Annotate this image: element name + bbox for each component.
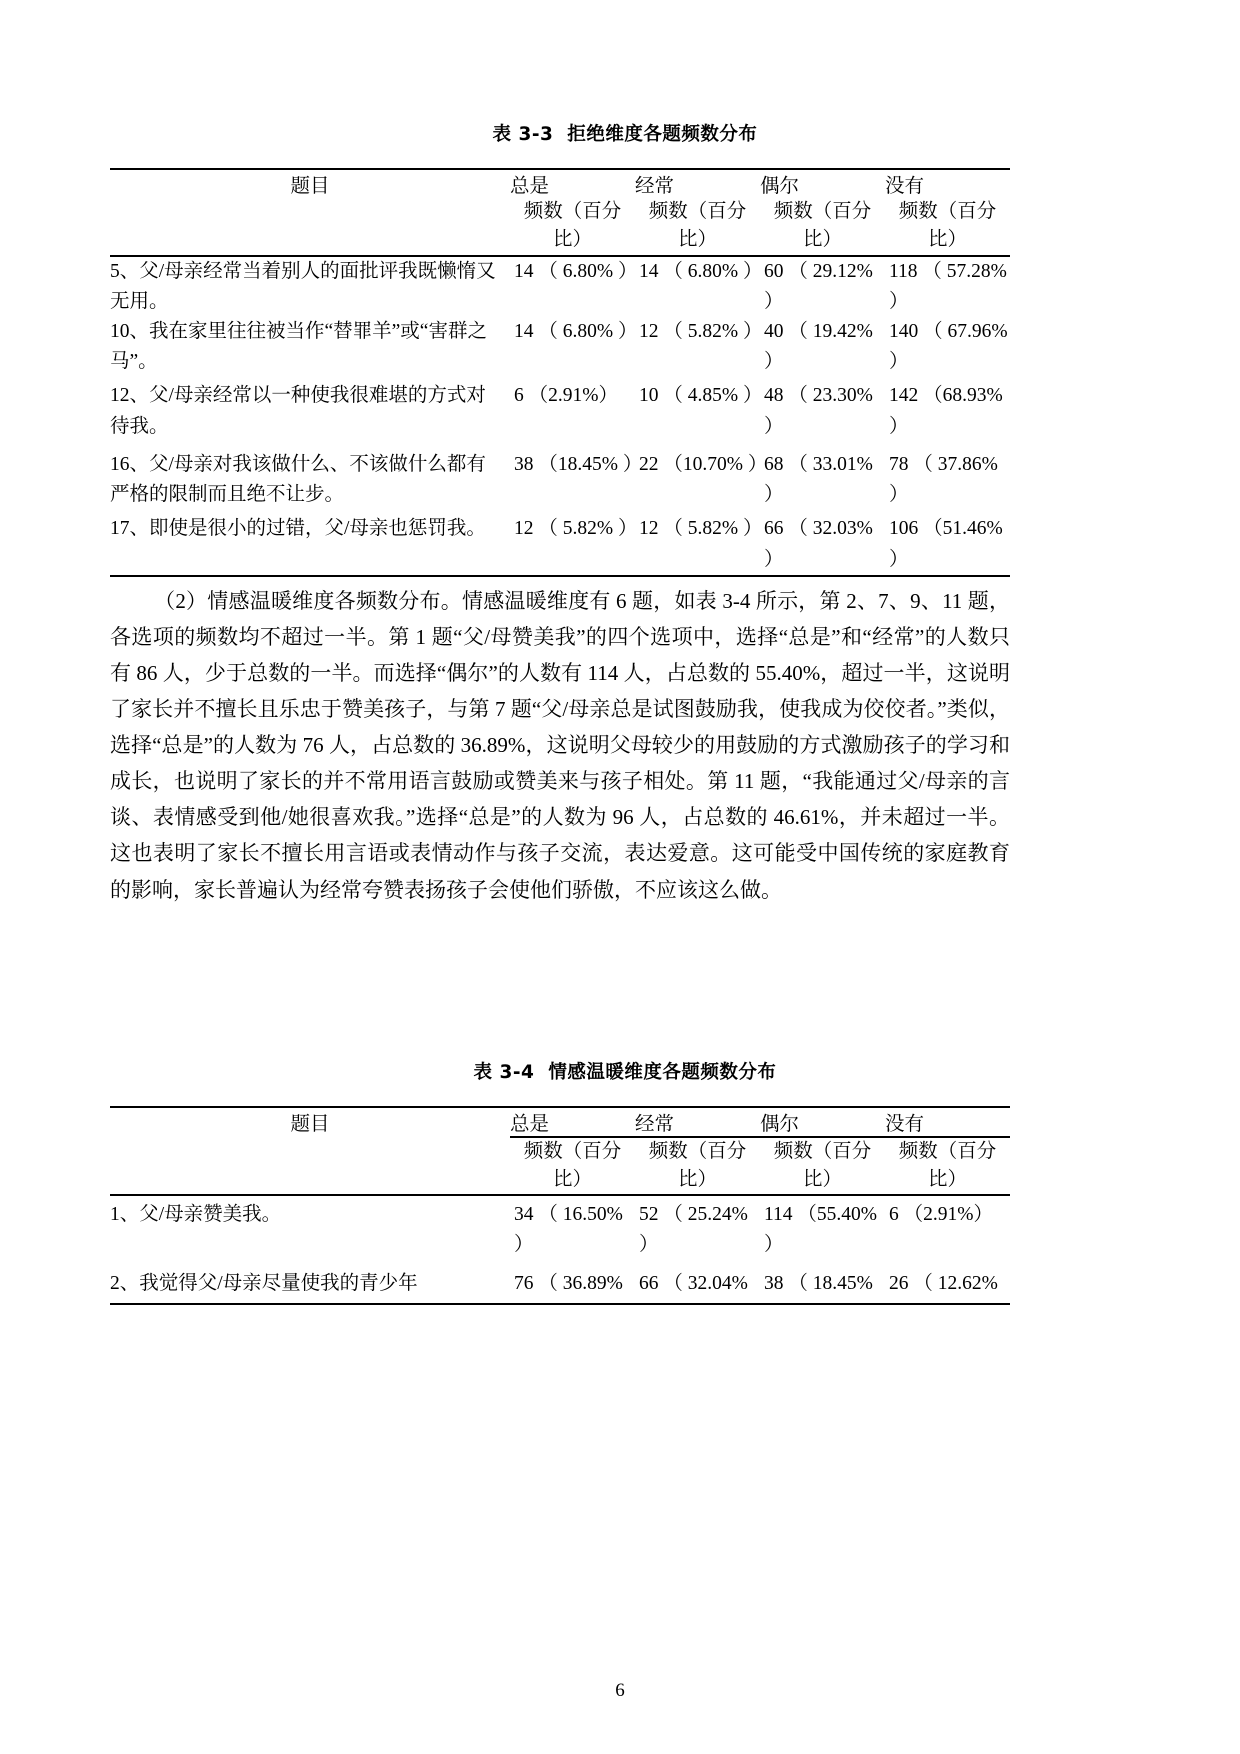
table-3-4-caption-number: 表 3-4 [473,1061,535,1083]
table-3-3-header-sometimes: 偶尔 [760,176,800,197]
page-number: 6 [615,1680,625,1701]
table-3-4-bottom-rule [110,1304,1010,1305]
table-3-4-header-row [110,1108,1010,1137]
table-row [110,1196,1010,1264]
table-3-3-cell-always: 14 （ 6.80% ） [514,320,638,342]
table-3-4-header-sometimes: 偶尔 [760,1113,800,1135]
table-3-3-cell-never: 118 （ 57.28% ） [889,260,1007,312]
table-3-4-subheader-sometimes [760,1138,885,1196]
subheader-line-1: 频数（百分 [898,201,997,222]
table-row [110,446,1010,514]
table-3-3-cell-often: 22 （10.70% ） [639,453,768,475]
table-3-3-caption [110,120,1130,146]
table-3-3-cell-often: 10 （ 4.85% ） [639,385,763,407]
vertical-spacer [110,908,1130,1058]
table-3-4-header-always: 总是 [510,1113,550,1135]
table-3-3-cell-sometimes: 68 （ 33.01% ） [764,453,873,506]
table-3-4-subheader-always [510,1138,635,1196]
table-3-3-cell-often: 12 （ 5.82% ） [639,320,763,342]
subheader-line-2: 比） [802,229,842,251]
table-3-3-caption-title: 拒绝维度各题频数分布 [567,124,758,145]
table-3-3-cell-question: 16、父/母亲对我该做什么、不该做什么都有严格的限制而且绝不让步。 [110,453,486,506]
table-3-3-subheader-always [510,198,635,256]
table-3-3-cell-sometimes: 40 （ 19.42% ） [764,320,873,373]
table-3-3-cell-always: 6 （2.91%） [514,385,618,407]
table-3-3-header-never: 没有 [885,176,925,197]
table-3-3-cell-always: 38 （18.45% ） [514,453,643,475]
table-3-4-cell-never: 26 （ 12.62% [889,1272,998,1294]
table-3-4-subheader-often [635,1138,760,1196]
table-row [110,317,1010,377]
table-3-4-cell-sometimes: 38 （ 18.45% [764,1272,873,1294]
table-3-4-cell-question: 2、我觉得父/母亲尽量使我的青少年 [110,1272,418,1294]
table-3-4-header-often: 经常 [635,1113,675,1135]
table-3-3-cell-always: 14 （ 6.80% ） [514,260,638,282]
table-3-3-cell-sometimes: 60 （ 29.12% ） [764,260,873,312]
table-3-3-cell-sometimes: 48 （ 23.30% ） [764,385,873,437]
table-3-3-subheader-sometimes [760,198,885,256]
table-3-4-cell-often: 66 （ 32.04% [639,1272,748,1294]
subheader-line-2: 比） [802,1168,842,1190]
table-3-4-subheader-blank [110,1138,510,1196]
table-row [110,1265,1010,1304]
table-3-4-subheader-row [110,1138,1010,1196]
table-3-4-caption [110,1058,1130,1084]
table-3-3-cell-question: 17、即使是很小的过错，父/母亲也惩罚我。 [110,518,486,540]
table-3-4-cell-always: 76 （ 36.89% [514,1272,623,1294]
table-3-3-header-row [110,170,1010,198]
subheader-line-2: 比） [677,229,717,251]
table-3-3-subheader-blank [110,198,510,256]
table-3-3-subheader-often [635,198,760,256]
table-row [110,257,1010,317]
table-3-3-header-often: 经常 [635,176,675,197]
subheader-line-2: 比） [552,229,592,251]
table-3-3-cell-never: 106 （51.46% ） [889,518,1003,570]
subheader-line-1: 频数（百分 [648,1140,747,1162]
table-3-3 [110,168,1010,577]
table-3-3-header-always: 总是 [510,176,550,197]
table-3-3-caption-number: 表 3-3 [492,124,554,145]
table-3-3-cell-question: 5、父/母亲经常当着别人的面批评我既懒惰又无用。 [110,260,496,312]
table-3-3-cell-often: 12 （ 5.82% ） [639,518,763,540]
subheader-line-2: 比） [927,229,967,251]
subheader-line-1: 频数（百分 [648,201,747,222]
table-3-4-cell-sometimes: 114 （55.40% ） [764,1204,878,1256]
table-row [110,514,1010,575]
table-3-4-header-never: 没有 [885,1113,925,1135]
table-3-3-subheader-never [885,198,1010,256]
table-3-3-subheader-row [110,198,1010,256]
subheader-line-1: 频数（百分 [523,201,622,222]
subheader-line-2: 比） [552,1168,592,1190]
table-3-3-cell-often: 14 （ 6.80% ） [639,260,763,282]
table-3-3-cell-question: 12、父/母亲经常以一种使我很难堪的方式对待我。 [110,385,486,437]
table-3-4-cell-always: 34 （ 16.50% ） [514,1204,623,1256]
table-3-3-cell-never: 142 （68.93% ） [889,385,1003,437]
table-3-3-bottom-rule [110,576,1010,577]
table-3-4-cell-never: 6 （2.91%） [889,1204,993,1226]
table-3-3-header-question: 题目 [290,176,330,197]
subheader-line-1: 频数（百分 [523,1140,622,1162]
table-3-4-caption-title: 情感温暖维度各题频数分布 [548,1061,777,1083]
table-3-3-cell-never: 78 （ 37.86% ） [889,453,998,506]
table-row [110,377,1010,445]
subheader-line-1: 频数（百分 [898,1140,997,1162]
table-3-4 [110,1106,1010,1305]
table-3-3-cell-question: 10、我在家里往往被当作“替罪羊”或“害群之马”。 [110,320,487,373]
table-3-4-cell-often: 52 （ 25.24% ） [639,1204,748,1256]
subheader-line-1: 频数（百分 [773,1140,872,1162]
table-3-4-cell-question: 1、父/母亲赞美我。 [110,1204,282,1226]
subheader-line-2: 比） [927,1168,967,1190]
section-paragraph: （2）情感温暖维度各频数分布。情感温暖维度有 6 题，如表 3-4 所示，第 2、7、9、11 题，各选项的频数均不超过一半。第 1 题“父/母赞美我”的四个选项中，选择“总是”和“经常”的人数只有 86 人，少于总数的一半。而选择“偶尔”的人数有 114 人，占总数的 55.40%，超过一半，这说明了家长并不擅长且乐忠于赞美孩子，与第 7 题“父/母亲总是试图鼓励我，使我成为佼佼者。”类似，选择“总是”的人数为 76 人，占总数的 36.89%，这说明父母较少的用鼓励的方式激励孩子的学习和成长，也说明了家长的并不常用语言鼓励或赞美来与孩子相处。第 11 题，“我能通过父/母亲的言谈、表情感受到他/她很喜欢我。”选择“总是”的人数为 96 人，占总数的 46.61%，并未超过一半。这也表明了家长不擅长用言语或表情动作与孩子交流，表达爱意。这可能受中国传统的家庭教育的影响，家长普遍认为经常夸赞表扬孩子会使他们骄傲，不应该这么做。 [110,588,1010,902]
table-3-4-header-question: 题目 [290,1113,330,1135]
table-3-3-cell-always: 12 （ 5.82% ） [514,518,638,540]
subheader-line-1: 频数（百分 [773,201,872,222]
table-3-3-cell-sometimes: 66 （ 32.03% ） [764,518,873,570]
table-3-3-cell-never: 140 （ 67.96% ） [889,320,1008,373]
table-3-4-subheader-never [885,1138,1010,1196]
subheader-line-2: 比） [677,1168,717,1190]
